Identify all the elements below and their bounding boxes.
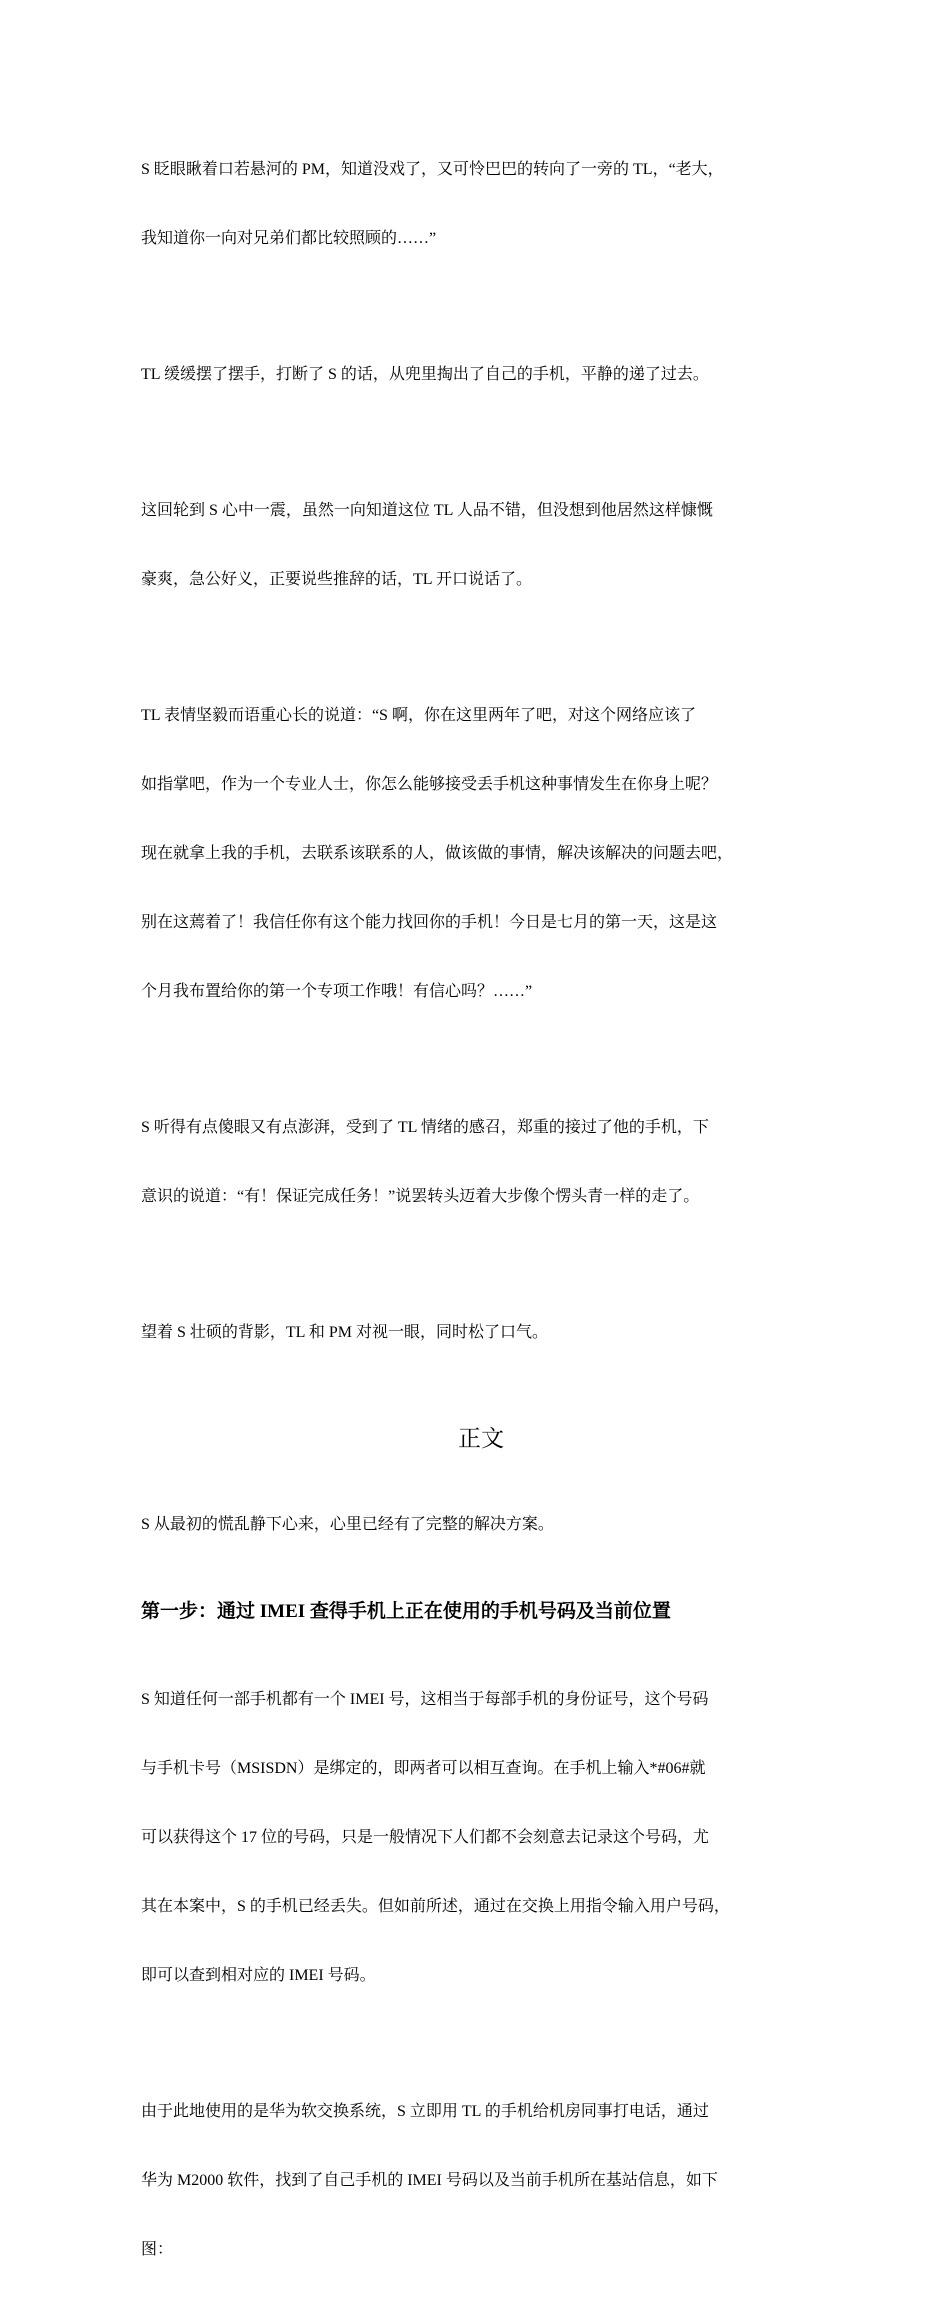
intro-paragraph-2	[141, 317, 821, 432]
text-line: 图：	[141, 2241, 174, 2258]
text-line: 华为 M2000 软件，找到了自己手机的 IMEI 号码以及当前手机所在基站信息，如下	[141, 2172, 718, 2189]
text-line: S 从最初的慌乱静下心来，心里已经有了完整的解决方案。	[141, 1516, 554, 1533]
text-line: 其在本案中，S 的手机已经丢失。但如前所述，通过在交换上用指令输入用户号码，	[141, 1898, 730, 1915]
text-line: 即可以查到相对应的 IMEI 号码。	[141, 1967, 376, 1984]
text-line: TL 表情坚毅而语重心长的说道：“S 啊，你在这里两年了吧，对这个网络应该了	[141, 707, 696, 724]
document-page	[141, 112, 821, 2307]
step-1-paragraph-2	[141, 2054, 821, 2307]
text-line: S 眨眼瞅着口若悬河的 PM，知道没戏了，又可怜巴巴的转向了一旁的 TL，“老大，	[141, 161, 724, 178]
intro-paragraph-4	[141, 658, 821, 1049]
text-line: 如指掌吧，作为一个专业人士，你怎么能够接受丢手机这种事情发生在你身上呢？	[141, 776, 718, 793]
text-line: S 听得有点傻眼又有点澎湃，受到了 TL 情绪的感召，郑重的接过了他的手机，下	[141, 1119, 709, 1136]
text-line: TL 缓缓摆了摆手，打断了 S 的话，从兜里掏出了自己的手机，平静的递了过去。	[141, 366, 709, 383]
intro-paragraph-6	[141, 1275, 821, 1390]
text-line: 望着 S 壮硕的背影，TL 和 PM 对视一眼，同时松了口气。	[141, 1324, 548, 1341]
intro-paragraph-3	[141, 453, 821, 637]
text-line: 可以获得这个 17 位的号码，只是一般情况下人们都不会刻意去记录这个号码，尤	[141, 1829, 710, 1846]
intro-paragraph-1	[141, 112, 821, 296]
step-1-paragraph-1	[141, 1642, 821, 2033]
text-line: 这回轮到 S 心中一震，虽然一向知道这位 TL 人品不错，但没想到他居然这样慷慨	[141, 502, 713, 519]
text-line: 与手机卡号（MSISDN）是绑定的，即两者可以相互查询。在手机上输入*#06#就	[141, 1760, 706, 1777]
text-line: 别在这蔫着了！我信任你有这个能力找回你的手机！今日是七月的第一天，这是这	[141, 914, 718, 931]
text-line: S 知道任何一部手机都有一个 IMEI 号，这相当于每部手机的身份证号，这个号码	[141, 1691, 709, 1708]
text-line: 现在就拿上我的手机，去联系该联系的人，做该做的事情，解决该解决的问题去吧，	[141, 845, 734, 862]
intro-paragraph-5	[141, 1070, 821, 1254]
step-1-heading: 第一步：通过 IMEI 查得手机上正在使用的手机号码及当前位置	[141, 1601, 671, 1622]
text-line: 由于此地使用的是华为软交换系统，S 立即用 TL 的手机给机房同事打电话，通过	[141, 2103, 709, 2120]
section-intro	[141, 1467, 821, 1582]
text-line: 意识的说道：“有！保证完成任务！”说罢转头迈着大步像个愣头青一样的走了。	[141, 1188, 700, 1205]
text-line: 个月我布置给你的第一个专项工作哦！有信心吗？……”	[141, 983, 533, 1000]
text-line: 豪爽，急公好义，正要说些推辞的话，TL 开口说话了。	[141, 571, 532, 588]
section-title: 正文	[458, 1426, 504, 1452]
text-line: 我知道你一向对兄弟们都比较照顾的……”	[141, 230, 437, 247]
